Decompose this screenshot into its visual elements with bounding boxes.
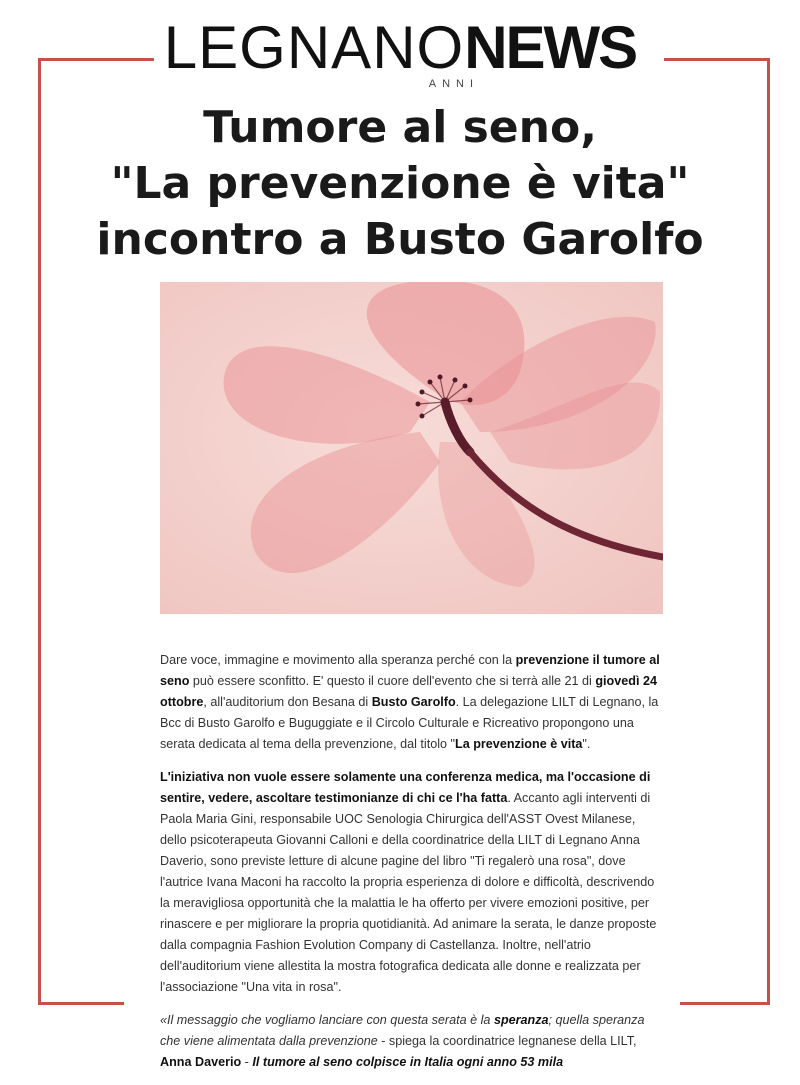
frame-right [767, 58, 770, 1004]
headline-line-1: Tumore al seno, [203, 102, 597, 153]
headline-line-3: incontro a Busto Garolfo [96, 214, 704, 265]
brand-light: LEGNANO [163, 14, 465, 81]
paragraph-1: Dare voce, immagine e movimento alla speranza perché con la prevenzione il tumore al seno può essere sconfitto. E' questo il cuore dell'evento che si terrà alle 21 di giovedì 24 ottobre, all'auditorium don Besana di Busto Garolfo. La delegazione LILT di Legnano, la Bcc di Busto Garolfo e Buguggiate e il Circolo Culturale e Ricreativo propongono una serata dedicata al tema della prevenzione, dal titolo "La prevenzione è vita". [160, 653, 660, 751]
article-body [160, 650, 665, 1085]
paragraph-3: «Il messaggio che vogliamo lanciare con questa serata è la speranza; quella speranza che viene alimentata dalla prevenzione - spiega la coordinatrice legnanese della LILT, Anna Daverio - Il tumore al seno colpisce in Italia ogni anno 53 mila [160, 1013, 645, 1069]
frame-bottom-left [38, 1002, 124, 1005]
hero-image [160, 282, 663, 614]
brand-subtitle: ANNI [428, 78, 480, 90]
headline [40, 100, 760, 268]
brand-bold: NEWS [464, 14, 637, 81]
headline-line-2: "La prevenzione è vita" [110, 158, 690, 209]
flower-image [160, 282, 663, 614]
frame-bottom-right [680, 1002, 770, 1005]
paragraph-2: L'iniziativa non vuole essere solamente una conferenza medica, ma l'occasione di sentire, vedere, ascoltare testimonianze di chi ce l'ha fatta. Accanto agli interventi di Paola Maria Gini, responsabile UOC Senologia Chirurgica dell'ASST Ovest Milanese, dello psicoterapeuta Giovanni Calloni e della coordinatrice della LILT di Legnano Anna Daverio, sono previste letture di alcune pagine del libro "Ti regalerò una rosa", dove l'autrice Ivana Maconi ha raccolto la propria esperienza di dolore e difficoltà, descrivendo la meravigliosa opportunità che la malattia le ha offerto per vivere emozioni positive, per rinascere e per migliorare la propria quotidianità. Ad animare la serata, le danze proposte dalla compagnia Fashion Evolution Company di Castellanza. Inoltre, nell'atrio dell'auditorium viene allestita la mostra fotografica dedicata alle donne e realizzata per l'associazione "Una vita in rosa". [160, 770, 657, 994]
masthead [0, 12, 800, 92]
brand-logo[interactable] [163, 12, 637, 90]
